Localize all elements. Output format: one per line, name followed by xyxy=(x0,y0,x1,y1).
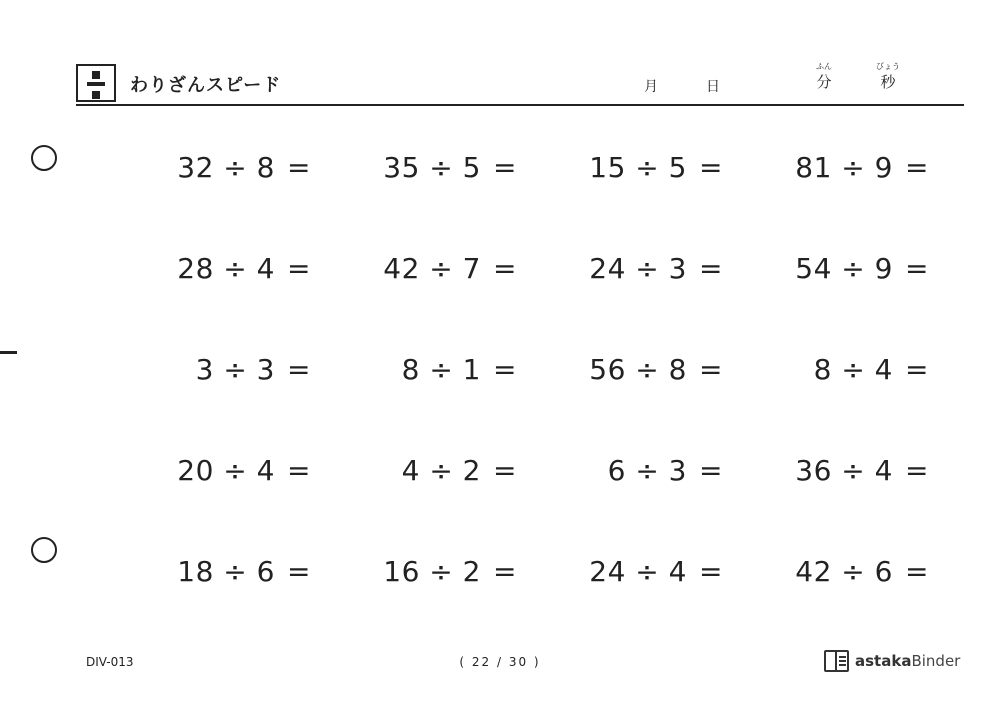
brand-logo xyxy=(824,648,960,674)
problem-expression: 16 ÷ 2 xyxy=(383,555,481,588)
problem xyxy=(363,252,533,285)
problem xyxy=(775,555,945,588)
equals-sign: = xyxy=(287,252,311,285)
equals-sign: = xyxy=(699,252,723,285)
seconds-label xyxy=(876,62,900,91)
equals-sign: = xyxy=(699,353,723,386)
problem-expression: 32 ÷ 8 xyxy=(177,151,275,184)
day-label: 日 xyxy=(706,79,720,95)
problem xyxy=(157,555,327,588)
equals-sign: = xyxy=(905,353,929,386)
problem-expression: 15 ÷ 5 xyxy=(589,151,687,184)
problem xyxy=(569,252,739,285)
problem-expression: 36 ÷ 4 xyxy=(795,454,893,487)
problem-expression: 8 ÷ 4 xyxy=(813,353,893,386)
problem-expression: 42 ÷ 6 xyxy=(795,555,893,588)
equals-sign: = xyxy=(287,151,311,184)
problem xyxy=(157,151,327,184)
equals-sign: = xyxy=(493,252,517,285)
problem-expression: 56 ÷ 8 xyxy=(589,353,687,386)
equals-sign: = xyxy=(905,454,929,487)
equals-sign: = xyxy=(493,353,517,386)
equals-sign: = xyxy=(699,151,723,184)
minutes-label xyxy=(816,62,832,91)
problem-expression: 54 ÷ 9 xyxy=(795,252,893,285)
worksheet-header xyxy=(76,62,964,106)
equals-sign: = xyxy=(287,555,311,588)
equals-sign: = xyxy=(905,555,929,588)
seconds-text: 秒 xyxy=(880,73,896,91)
problem-expression: 18 ÷ 6 xyxy=(177,555,275,588)
problem xyxy=(157,454,327,487)
minutes-text: 分 xyxy=(816,73,832,91)
problem xyxy=(775,151,945,184)
brand-name-light: Binder xyxy=(911,652,961,670)
problem-expression: 3 ÷ 3 xyxy=(195,353,275,386)
problem xyxy=(775,252,945,285)
division-sign-icon xyxy=(76,64,116,102)
problem xyxy=(569,353,739,386)
problem-expression: 28 ÷ 4 xyxy=(177,252,275,285)
page-number: ( 22 / 30 ) xyxy=(459,655,541,669)
problem xyxy=(569,151,739,184)
problem-expression: 81 ÷ 9 xyxy=(795,151,893,184)
problem-expression: 4 ÷ 2 xyxy=(401,454,481,487)
equals-sign: = xyxy=(699,555,723,588)
equals-sign: = xyxy=(905,151,929,184)
problem-expression: 42 ÷ 7 xyxy=(383,252,481,285)
punch-hole-bottom xyxy=(31,537,57,563)
problem-expression: 24 ÷ 4 xyxy=(589,555,687,588)
problem xyxy=(363,151,533,184)
problem xyxy=(363,454,533,487)
punch-hole-top xyxy=(31,145,57,171)
problem xyxy=(363,555,533,588)
problem-expression: 6 ÷ 3 xyxy=(607,454,687,487)
problem xyxy=(157,353,327,386)
problem xyxy=(569,555,739,588)
fold-mark xyxy=(0,351,17,354)
equals-sign: = xyxy=(699,454,723,487)
minutes-ruby: ふん xyxy=(816,62,832,71)
problem xyxy=(775,353,945,386)
problem xyxy=(363,353,533,386)
problem-expression: 24 ÷ 3 xyxy=(589,252,687,285)
equals-sign: = xyxy=(905,252,929,285)
binder-book-icon xyxy=(824,650,849,672)
problem xyxy=(775,454,945,487)
equals-sign: = xyxy=(493,454,517,487)
equals-sign: = xyxy=(493,151,517,184)
equals-sign: = xyxy=(287,454,311,487)
problem-expression: 20 ÷ 4 xyxy=(177,454,275,487)
equals-sign: = xyxy=(493,555,517,588)
worksheet-title: わりざんスピード xyxy=(130,75,282,96)
month-label: 月 xyxy=(644,79,658,95)
problem xyxy=(569,454,739,487)
equals-sign: = xyxy=(287,353,311,386)
problem-expression: 35 ÷ 5 xyxy=(383,151,481,184)
seconds-ruby: びょう xyxy=(876,62,900,71)
problem xyxy=(157,252,327,285)
problem-expression: 8 ÷ 1 xyxy=(401,353,481,386)
worksheet-code: DIV-013 xyxy=(86,655,134,669)
brand-name-bold: astaka xyxy=(855,652,912,670)
